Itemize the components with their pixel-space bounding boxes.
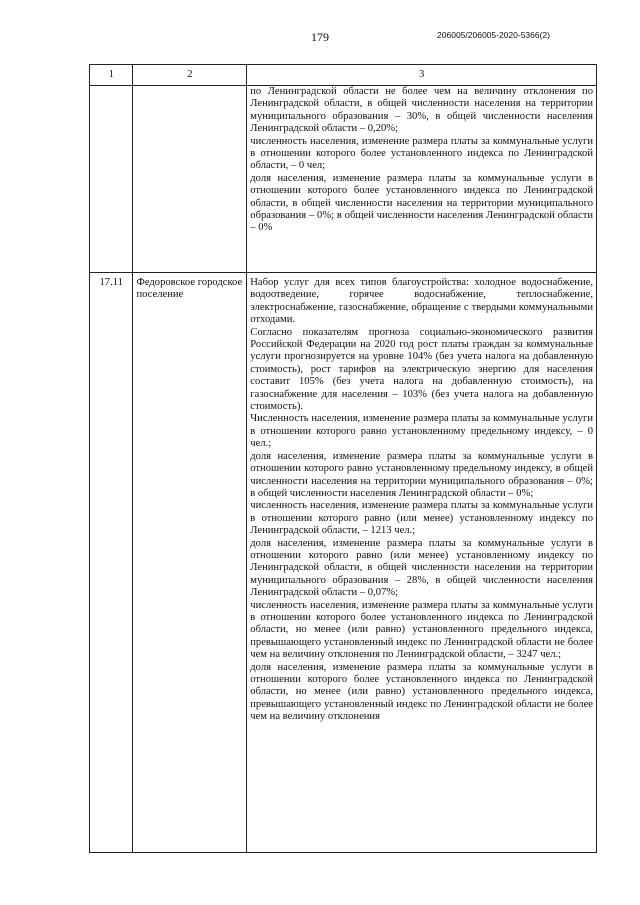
description-cell bbox=[247, 86, 597, 273]
paragraph: численность населения, изменение размера платы за коммунальные услуги в отношении которого равно (или менее) установленному индексу по Ленинградской области, – 1213 чел.; bbox=[250, 500, 593, 537]
paragraph: доля населения, изменение размера платы за коммунальные услуги в отношении которого равно (или менее) установленному индексу по Ленинградской области, в общей численности населения на территории муниципального образования – 28%, в общей численности населения Ленинградской области – 0,07%; bbox=[250, 537, 593, 599]
settlement-name-cell: Федоровское городское поселение bbox=[133, 273, 247, 853]
row-number-cell: 17.11 bbox=[90, 273, 133, 853]
column-header-2: 2 bbox=[133, 65, 247, 86]
table-header-row bbox=[90, 65, 597, 86]
paragraph: Согласно показателям прогноза социально-экономического развития Российской Федерации на 2020 год рост платы граждан за коммунальные услуги прогнозируется на уровне 104% (без учета налога на добавленную стоимость), рост тарифов на электрическую энергию для населения составит 105% (без учета налога на добавленную стоимость), на газоснабжение для населения – 103% (без учета налога на добавленную стоимость). bbox=[250, 326, 593, 413]
row-number-cell bbox=[90, 86, 133, 273]
paragraph: численность населения, изменение размера платы за коммунальные услуги в отношении которого более установленного индекса по Ленинградской области, но менее (или равно) установленного предельного индекса, превышающего установленный индекс по Ленинградской области не более чем на величину отклонения по Ленинградской области, – 3247 чел.; bbox=[250, 599, 593, 661]
table-row bbox=[90, 86, 597, 273]
paragraph: доля населения, изменение размера платы за коммунальные услуги в отношении которого равно установленному предельному индексу, в общей численности населения на территории муниципального образования – 0%; в общей численности населения Ленинградской области – 0%; bbox=[250, 450, 593, 499]
data-table bbox=[89, 64, 597, 853]
settlement-name-cell bbox=[133, 86, 247, 273]
column-header-1: 1 bbox=[90, 65, 133, 86]
column-header-3: 3 bbox=[247, 65, 597, 86]
description-cell bbox=[247, 273, 597, 853]
paragraph: доля населения, изменение размера платы за коммунальные услуги в отношении которого более установленного индекса по Ленинградской области, но менее (или равно) установленного предельного индекса, превышающего установленный индекс по Ленинградской области не более чем на величину отклонения bbox=[250, 661, 593, 723]
paragraph: численность населения, изменение размера платы за коммунальные услуги в отношении которого более установленного индекса по Ленинградской области, – 0 чел; bbox=[250, 135, 593, 172]
paragraph: Численность населения, изменение размера платы за коммунальные услуги в отношении которого равно установленному предельному индексу, – 0 чел.; bbox=[250, 413, 593, 450]
table-row bbox=[90, 273, 597, 853]
document-code: 206005/206005-2020-5366(2) bbox=[437, 30, 550, 40]
paragraph: по Ленинградской области не более чем на величину отклонения по Ленинградской области, в общей численности населения на территории муниципального образования – 30%, в общей численности населения Ленинградской области – 0,20%; bbox=[250, 86, 593, 135]
paragraph: Набор услуг для всех типов благоустройства: холодное водоснабжение, водоотведение, горячее водоснабжение, теплоснабжение, электроснабжение, газоснабжение, обращение с твердыми коммунальными отходами. bbox=[250, 277, 593, 326]
paragraph: доля населения, изменение размера платы за коммунальные услуги в отношении которого более установленного индекса по Ленинградской области, в общей численности населения на территории муниципального образования – 0%; в общей численности населения Ленинградской области – 0% bbox=[250, 172, 593, 234]
page-number: 179 bbox=[311, 30, 329, 44]
